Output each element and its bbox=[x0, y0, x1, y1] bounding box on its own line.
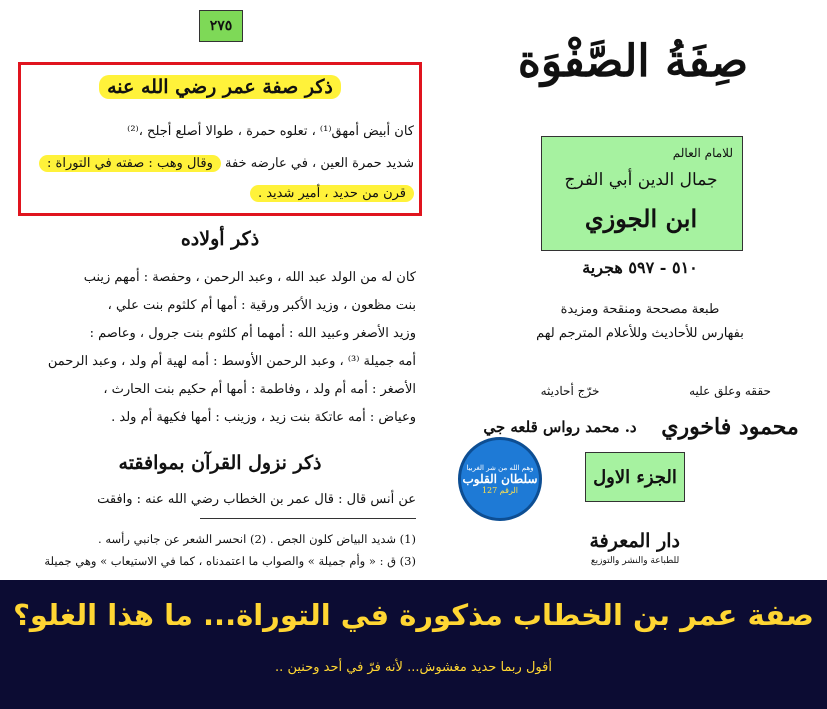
hadith-name: د. محمد رواس قلعه جي bbox=[483, 418, 637, 436]
stamp-line-2: سلطان القلوب bbox=[462, 471, 538, 486]
red-box-line-2-highlight: وقال وهب : صفته في التوراة : bbox=[39, 155, 221, 172]
stamp-line-1: وهم الله من شر الغربيا bbox=[466, 463, 534, 472]
red-box-line-2-plain: شديد حمرة العين ، في عارضه خفة bbox=[225, 156, 414, 171]
children-line-4: أمه جميلة ⁽³⁾ ، وعبد الرحمن الأوسط : أمه لهية أم ولد ، وعبد الرحمن bbox=[47, 354, 416, 369]
red-box-line-2 bbox=[26, 156, 414, 171]
red-box-heading: ذكر صفة عمر رضي الله عنه bbox=[99, 75, 341, 99]
edition-line-1: طبعة مصححة ومنقحة ومزيدة bbox=[560, 302, 720, 317]
editor-label: حققه وعلق عليه bbox=[689, 384, 771, 398]
children-line-5: الأصغر : أمه أم ولد ، وفاطمة : أمها أم حكيم بنت الحارث ، bbox=[103, 382, 416, 397]
children-line-6: وعياض : أمه عاتكة بنت زيد ، وزينب : أمها فكيهة أم ولد . bbox=[111, 410, 416, 425]
red-box-line-3-highlight: قرن من حديد ، أمير شديد . bbox=[250, 185, 414, 202]
children-line-3: وزيد الأصغر وعبيد الله : أمهما أم كلثوم بنت جرول ، وعاصم : bbox=[89, 326, 416, 341]
hadith-label: خرّج أحاديثه bbox=[540, 384, 600, 398]
seal-stamp bbox=[458, 437, 542, 521]
stamp-line-3: الرقم 127 bbox=[481, 485, 519, 495]
banner-subtitle: أقول ربما حديد مغشوش... لأنه فرّ في أحد وحنين .. bbox=[275, 660, 552, 675]
red-box-heading-wrap bbox=[18, 76, 422, 98]
footnote-2: (3) ق : « وأم جميلة » والصواب ما اعتمدناه ، كما في الاستيعاب » وهي جميلة bbox=[44, 554, 416, 568]
cover-title: صِفَةُ الصَّفْوَة bbox=[517, 36, 749, 87]
children-heading: ذكر أولاده bbox=[180, 228, 260, 250]
cover-dates: ٥١٠ - ٥٩٧ هجرية bbox=[582, 258, 698, 277]
page-number: ٢٧٥ bbox=[199, 10, 243, 42]
author-intro: للامام العالم bbox=[672, 146, 733, 160]
children-line-1: كان له من الولد عبد الله ، وعبد الرحمن ، وحفصة : أمهم زينب bbox=[83, 270, 416, 285]
children-line-2: بنت مظعون ، وزيد الأكبر ورقية : أمها أم كلثوم بنت علي ، bbox=[107, 298, 416, 313]
footnote-1: (1) شديد البياض كلون الجص . (2) انحسر الشعر عن جانبي رأسه . bbox=[98, 532, 416, 546]
publisher-sub: للطباعة والنشر والتوزيع bbox=[590, 556, 680, 566]
banner-title: صفة عمر بن الخطاب مذكورة في التوراة... ما هذا الغلو؟ bbox=[13, 598, 814, 632]
edition-line-2: بفهارس للأحاديث وللأعلام المترجم لهم bbox=[536, 326, 744, 341]
author-line-1: جمال الدين أبي الفرج bbox=[564, 170, 718, 190]
editor-name: محمود فاخوري bbox=[661, 414, 799, 440]
footnote-divider bbox=[200, 518, 416, 519]
quran-heading: ذكر نزول القرآن بموافقته bbox=[118, 452, 322, 474]
publisher-name: دار المعرفة bbox=[589, 530, 680, 552]
red-box-line-1: كان أبيض أمهق⁽¹⁾ ، تعلوه حمرة ، طوالا أصلع أجلح ،⁽²⁾ bbox=[127, 124, 414, 139]
volume-label: الجزء الاول bbox=[593, 466, 677, 488]
volume-box bbox=[585, 452, 685, 502]
author-line-2: ابن الجوزي bbox=[584, 204, 698, 233]
quran-line: عن أنس قال : قال عمر بن الخطاب رضي الله عنه : وافقت bbox=[97, 492, 416, 507]
red-box-line-3 bbox=[30, 186, 414, 201]
